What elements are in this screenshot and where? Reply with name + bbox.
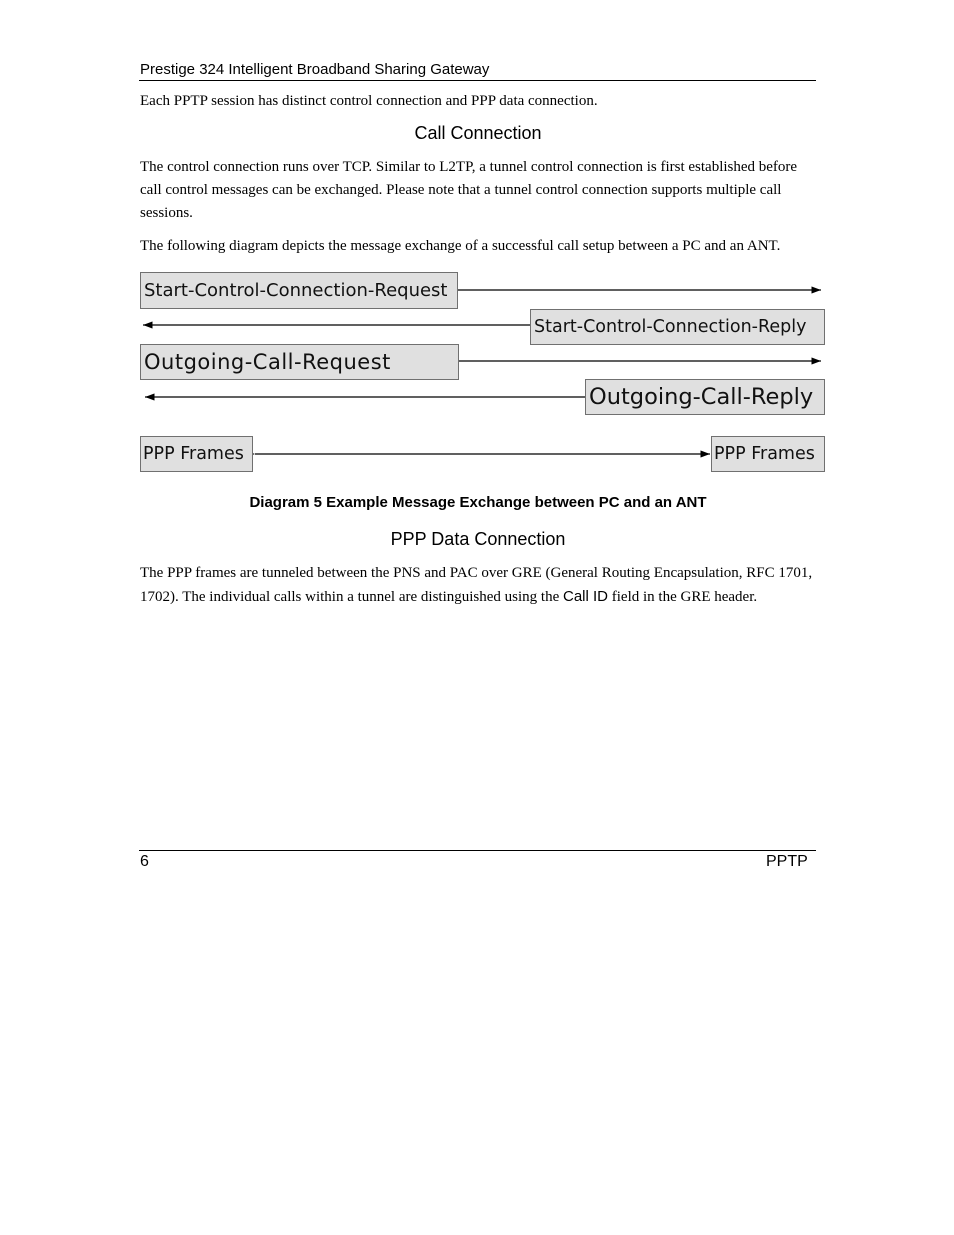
footer-rule <box>139 850 816 851</box>
ppp-data-paragraph <box>140 562 816 609</box>
message-outgoing-call-request: Outgoing-Call-Request <box>140 344 459 380</box>
diagram-caption: Diagram 5 Example Message Exchange between PC and an ANT <box>249 494 707 511</box>
ppp-paragraph-text-2: field in the GRE header. <box>608 589 758 605</box>
page-number: 6 <box>140 853 149 870</box>
message-exchange-diagram <box>0 0 954 520</box>
message-start-control-connection-request: Start-Control-Connection-Request <box>140 272 458 309</box>
section-heading-ppp-data-connection: PPP Data Connection <box>390 529 566 549</box>
ppp-frames-right: PPP Frames <box>711 436 825 472</box>
diagram-intro-paragraph: The following diagram depicts the message exchange of a successful call setup between a PC and an ANT. <box>140 238 781 254</box>
intro-paragraph: Each PPTP session has distinct control connection and PPP data connection. <box>140 93 598 109</box>
call-id-term: Call ID <box>563 588 609 605</box>
ppp-paragraph-text-1: The PPP frames are tunneled between the PNS and PAC over GRE (General Routing Encapsulation, RFC 1701, 1702). The individual calls within a tunnel are distinguished using the <box>140 565 813 605</box>
ppp-frames-left: PPP Frames <box>140 436 253 472</box>
running-header: Prestige 324 Intelligent Broadband Sharing Gateway <box>140 61 490 78</box>
footer-section-name: PPTP <box>766 853 808 870</box>
section-heading-call-connection: Call Connection <box>414 123 542 143</box>
call-connection-paragraph: The control connection runs over TCP. Similar to L2TP, a tunnel control connection is first established before call control messages can be exchanged. Please note that a tunnel control connection supports multiple call sessions. <box>140 159 798 221</box>
message-start-control-connection-reply: Start-Control-Connection-Reply <box>530 309 825 345</box>
message-outgoing-call-reply: Outgoing-Call-Reply <box>585 379 825 415</box>
